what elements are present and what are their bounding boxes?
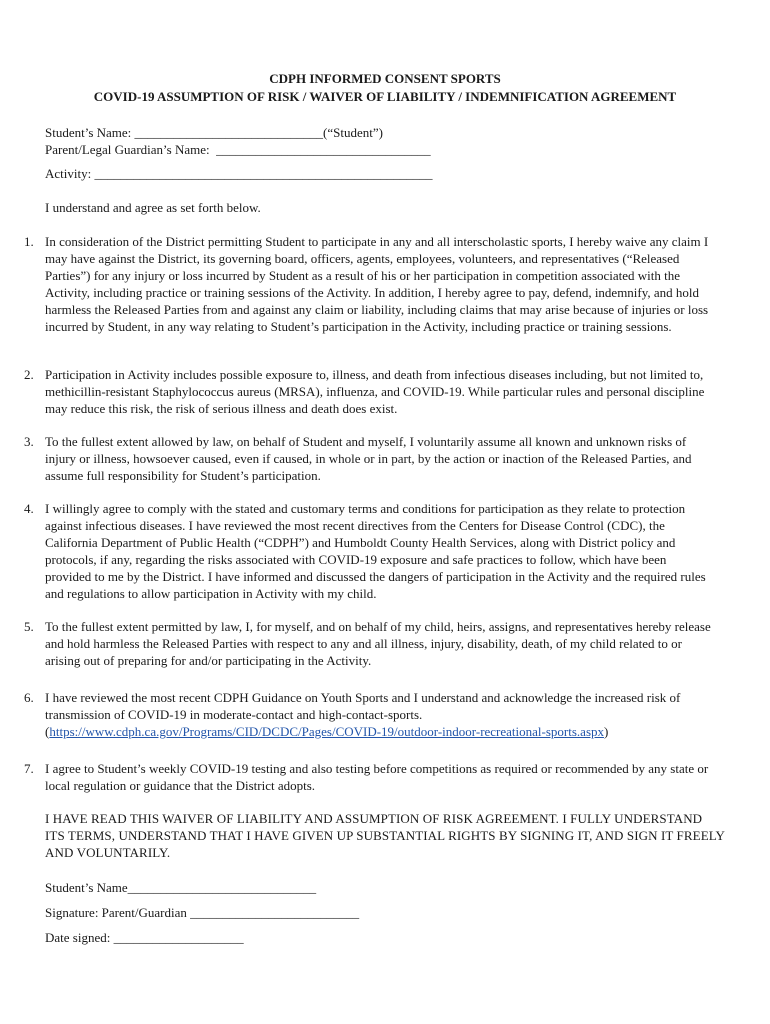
item-number: 4. xyxy=(24,501,34,516)
item-text: To the fullest extent allowed by law, on behalf of Student and myself, I voluntarily assume all known and unknown risks of injury or illness, howsoever caused, even if caused, in whole or in part, by the action or inaction of the Released Parties, and assume full responsibility for Student’s participation. xyxy=(45,434,692,483)
item-text: Participation in Activity includes possible exposure to, illness, and death from infectious diseases including, but not limited to, methicillin-resistant Staphylococcus aureus (MRSA), influenza, and COVID-19. While particular rules and personal discipline may reduce this risk, the risk of serious illness and death does exist. xyxy=(45,367,705,416)
item-number: 7. xyxy=(24,761,34,776)
link-close-paren: ) xyxy=(604,724,609,739)
item-number: 2. xyxy=(24,367,34,382)
document-title: CDPH INFORMED CONSENT SPORTS xyxy=(269,71,501,86)
item-text: I willingly agree to comply with the stated and customary terms and conditions for participation as they relate to protection against infectious diseases. I have reviewed the most recent directives from the Centers for Disease Control (CDC), the California Department of Public Health (“CDPH”) and Humboldt County Health Services, along with District policy and protocols, if any, regarding the risks associated with COVID-19 exposure and safe practices to follow, which have been provided to me by the District. I have informed and discussed the dangers of participation in the Activity and the required rules and regulations to allow participation in Activity with my child. xyxy=(45,501,706,601)
item-text-content: I have reviewed the most recent CDPH Guidance on Youth Sports and I understand and acknowledge the increased risk of transmission of COVID-19 in moderate-contact and high-contact-sports. xyxy=(45,690,681,722)
guardian-signature-line: Signature: Parent/Guardian __________________________ xyxy=(45,905,360,920)
student-name-field: Student’s Name: _____________________________(“Student”) xyxy=(45,125,383,140)
item-number: 5. xyxy=(24,619,34,634)
document-subtitle: COVID-19 ASSUMPTION OF RISK / WAIVER OF LIABILITY / INDEMNIFICATION AGREEMENT xyxy=(93,89,677,104)
item-number: 1. xyxy=(24,234,34,249)
item-text: In consideration of the District permitting Student to participate in any and all interscholastic sports, I hereby waive any claim I may have against the District, its governing board, officers, agents, employees, volunteers, and representatives (“Released Parties”) for any injury or loss incurred by Student as a result of his or her participation in competition associated with the Activity, including practice or training sessions of the Activity. In addition, I hereby agree to pay, defend, indemnify, and hold harmless the Released Parties from and against any claim or liability, including claims that may arise because of injuries or loss incurred by Student, in any way relating to Student’s participation in the Activity, including practice or training sessions. xyxy=(45,234,709,334)
guardian-name-field: Parent/Legal Guardian’s Name: _________________________________ xyxy=(45,142,431,157)
intro-text: I understand and agree as set forth below. xyxy=(45,200,261,215)
activity-field: Activity: ____________________________________________________ xyxy=(45,166,433,181)
date-signed-line: Date signed: ____________________ xyxy=(45,930,244,945)
link-open-paren: ( xyxy=(45,724,50,739)
item-number: 3. xyxy=(24,434,34,449)
item-text xyxy=(45,689,713,740)
item-number: 6. xyxy=(24,690,34,705)
student-name-signature-line: Student’s Name_____________________________ xyxy=(45,880,317,895)
acknowledgment-text: I HAVE READ THIS WAIVER OF LIABILITY AND ASSUMPTION OF RISK AGREEMENT. I FULLY UNDERSTAND ITS TERMS, UNDERSTAND THAT I HAVE GIVEN UP SUBSTANTIAL RIGHTS BY SIGNING IT, AND SIGN IT FREELY AND VOLUNTARILY. xyxy=(45,811,725,860)
item-text: I agree to Student’s weekly COVID-19 testing and also testing before competitions as required or recommended by any state or local regulation or guidance that the District adopts. xyxy=(45,761,709,793)
item-text: To the fullest extent permitted by law, I, for myself, and on behalf of my child, heirs, assigns, and representatives hereby release and hold harmless the Released Parties with respect to any and all illness, injury, disability, death, of my child related to or arising out of preparing for and/or participating in the Activity. xyxy=(45,619,711,668)
guidance-link[interactable]: https://www.cdph.ca.gov/Programs/CID/DCDC/Pages/COVID-19/outdoor-indoor-recreational-sports.aspx xyxy=(49,724,605,739)
